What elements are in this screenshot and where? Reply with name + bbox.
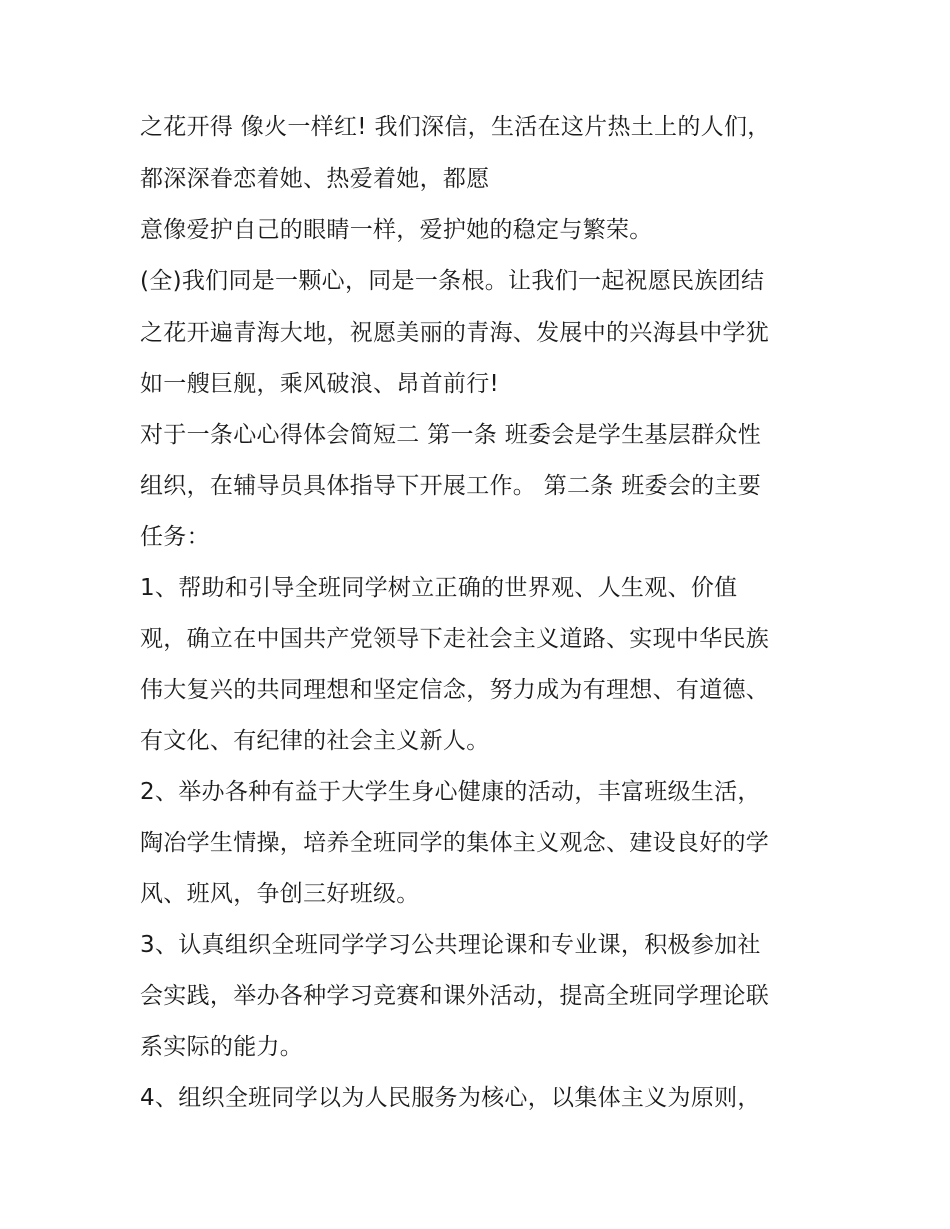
- text-line: 陶冶学生情操，培养全班同学的集体主义观念、建设良好的学: [140, 830, 770, 856]
- text-line: 4、组织全班同学以为人民服务为核心，以集体主义为原则，: [140, 1085, 761, 1111]
- text-line: (全)我们同是一颗心，同是一条根。让我们一起祝愿民族团结: [140, 268, 765, 294]
- text-line: 之花开遍青海大地，祝愿美丽的青海、发展中的兴海县中学犹: [140, 320, 770, 346]
- text-line: 风、班风，争创三好班级。: [140, 881, 420, 907]
- text-line: 观，确立在中国共产党领导下走社会主义道路、实现中华民族: [140, 626, 770, 652]
- text-line: 1、帮助和引导全班同学树立正确的世界观、人生观、价值: [140, 575, 738, 601]
- text-line: 如一艘巨舰，乘风破浪、昂首前行!: [140, 371, 500, 397]
- text-line: 意像爱护自己的眼睛一样，爱护她的稳定与繁荣。: [140, 217, 653, 243]
- text-line: 系实际的能力。: [140, 1034, 304, 1060]
- text-line: 3、认真组织全班同学学习公共理论课和专业课，积极参加社: [140, 932, 761, 958]
- text-line: 之花开得 像火一样红! 我们深信，生活在这片热土上的人们，: [140, 114, 771, 140]
- text-line: 2、举办各种有益于大学生身心健康的活动，丰富班级生活，: [140, 779, 761, 805]
- text-line: 有文化、有纪律的社会主义新人。: [140, 728, 490, 754]
- text-line: 会实践，举办各种学习竞赛和课外活动，提高全班同学理论联: [140, 983, 770, 1009]
- text-line: 任务：: [140, 524, 210, 550]
- text-line: 都深深眷恋着她、热爱着她，都愿: [140, 166, 490, 192]
- text-line: 伟大复兴的共同理想和坚定信念，努力成为有理想、有道德、: [140, 677, 770, 703]
- text-line: 组织，在辅导员具体指导下开展工作。 第二条 班委会的主要: [140, 473, 762, 499]
- text-line: 对于一条心心得体会简短二 第一条 班委会是学生基层群众性: [140, 422, 762, 448]
